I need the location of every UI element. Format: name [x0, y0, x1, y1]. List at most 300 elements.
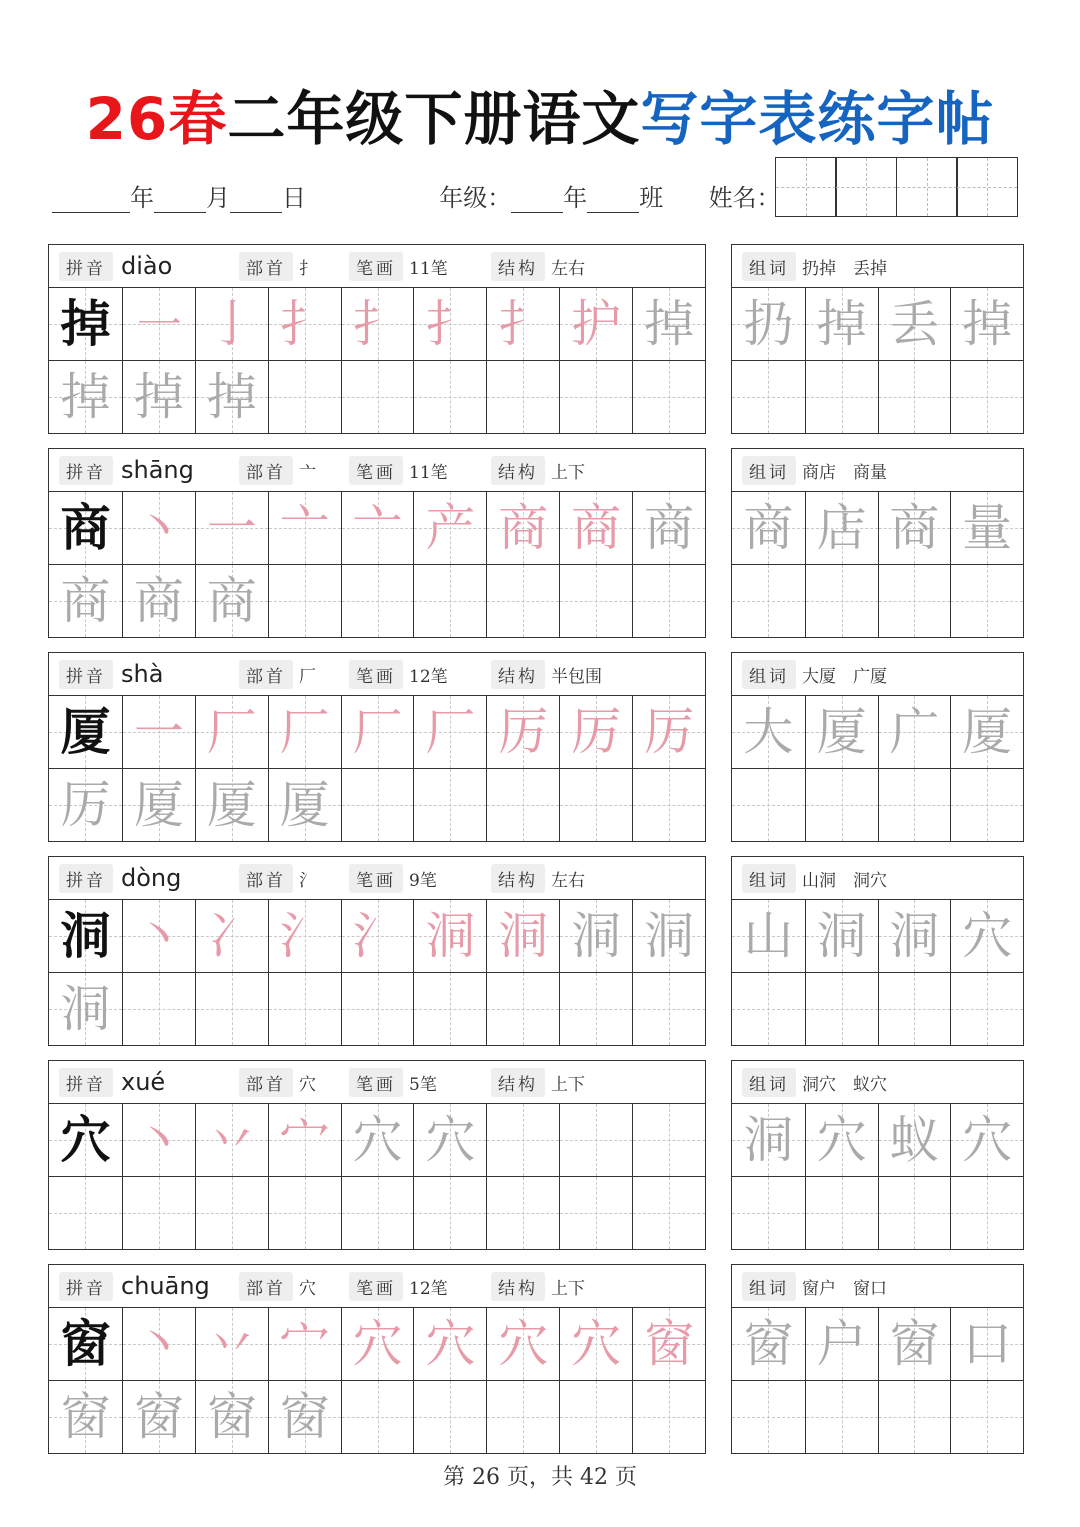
writing-row — [49, 564, 705, 637]
class-label: 班 — [639, 184, 664, 212]
word-cell[interactable] — [950, 565, 1023, 637]
writing-cell[interactable] — [195, 1104, 268, 1176]
word-cell[interactable] — [950, 973, 1023, 1045]
writing-cell[interactable] — [559, 565, 632, 637]
writing-cell[interactable] — [486, 1104, 559, 1176]
writing-cell[interactable] — [486, 696, 559, 768]
writing-cell[interactable] — [49, 769, 122, 841]
word-cell[interactable] — [950, 1177, 1023, 1249]
writing-cell[interactable] — [632, 1104, 705, 1176]
word-cell[interactable] — [732, 1308, 805, 1380]
words-tag: 组词 — [742, 252, 796, 281]
stroke-step-character: 窗 — [133, 1388, 184, 1446]
writing-cell[interactable] — [122, 769, 195, 841]
words-tag: 组词 — [742, 1272, 796, 1301]
word-trace-character: 广 — [889, 703, 940, 761]
stroke-step-character: 商 — [644, 499, 695, 557]
stroke-step-character: 宀 — [279, 1111, 330, 1169]
writing-cell[interactable] — [268, 1177, 341, 1249]
writing-cell[interactable] — [49, 1381, 122, 1453]
stroke-step-character: 厦 — [279, 776, 330, 834]
model-character: 厦 — [60, 702, 111, 761]
word-row — [732, 900, 1023, 972]
writing-cell[interactable] — [559, 1177, 632, 1249]
word-cell[interactable] — [878, 1177, 951, 1249]
words-value: 窗户 窗口 — [802, 1278, 887, 1299]
word-cell[interactable] — [878, 696, 951, 768]
stroke-step-character: 亅 — [206, 295, 257, 353]
writing-cell[interactable] — [341, 492, 414, 564]
writing-cell[interactable] — [341, 769, 414, 841]
word-cell[interactable] — [732, 1177, 805, 1249]
word-cell[interactable] — [732, 492, 805, 564]
structure-value: 上下 — [551, 1278, 585, 1299]
words-value: 商店 商量 — [802, 462, 887, 483]
writing-cell[interactable] — [413, 288, 486, 360]
structure-value: 左右 — [551, 258, 585, 279]
radical-tag: 部首 — [239, 1272, 293, 1301]
word-cell[interactable] — [878, 288, 951, 360]
writing-cell[interactable] — [49, 361, 122, 433]
writing-cell[interactable] — [413, 492, 486, 564]
writing-cell[interactable] — [413, 696, 486, 768]
writing-cell[interactable] — [559, 1104, 632, 1176]
writing-cell[interactable] — [195, 565, 268, 637]
writing-cell[interactable] — [413, 900, 486, 972]
writing-cell[interactable] — [632, 1177, 705, 1249]
stroke-step-character: 掉 — [133, 368, 184, 426]
writing-cell[interactable] — [268, 900, 341, 972]
stroke-step-character: 掉 — [60, 368, 111, 426]
writing-cell[interactable] — [486, 1308, 559, 1380]
word-cell[interactable] — [732, 288, 805, 360]
writing-cell[interactable] — [195, 492, 268, 564]
writing-cell[interactable] — [268, 769, 341, 841]
writing-cell[interactable] — [195, 288, 268, 360]
strokes-value: 12笔 — [409, 1278, 448, 1299]
writing-cell[interactable] — [268, 361, 341, 433]
radical-tag: 部首 — [239, 252, 293, 281]
class-blank[interactable] — [587, 190, 639, 213]
stroke-step-character: 厉 — [571, 703, 622, 761]
word-trace-character: 量 — [962, 499, 1013, 557]
word-trace-character: 洞 — [816, 907, 867, 965]
writing-cell[interactable] — [49, 973, 122, 1045]
writing-cell[interactable] — [559, 769, 632, 841]
word-row — [732, 564, 1023, 637]
writing-cell[interactable] — [341, 288, 414, 360]
writing-cell[interactable] — [632, 1308, 705, 1380]
stroke-step-character: 扌 — [352, 295, 403, 353]
word-cell[interactable] — [950, 1308, 1023, 1380]
title-part-black: 二年级下册语文 — [227, 85, 641, 153]
structure-tag: 结构 — [491, 456, 545, 485]
writing-cell[interactable] — [122, 1177, 195, 1249]
word-trace-character: 洞 — [889, 907, 940, 965]
radical-tag: 部首 — [239, 1068, 293, 1097]
writing-cell[interactable] — [341, 696, 414, 768]
writing-cell[interactable] — [413, 1381, 486, 1453]
structure-value: 上下 — [551, 462, 585, 483]
writing-cell[interactable] — [632, 696, 705, 768]
radical-tag: 部首 — [239, 660, 293, 689]
day-label: 日 — [282, 184, 306, 212]
word-cell[interactable] — [805, 1177, 878, 1249]
word-cell[interactable] — [950, 1104, 1023, 1176]
writing-row — [49, 696, 705, 768]
word-row — [732, 288, 1023, 360]
stroke-step-character: 扌 — [498, 295, 549, 353]
writing-cell[interactable] — [122, 492, 195, 564]
word-cell[interactable] — [950, 696, 1023, 768]
pinyin-value: diào — [121, 252, 173, 280]
writing-cell[interactable] — [122, 1381, 195, 1453]
writing-cell[interactable] — [632, 565, 705, 637]
writing-cell[interactable] — [122, 565, 195, 637]
stroke-step-character: 洞 — [644, 907, 695, 965]
word-cell[interactable] — [878, 492, 951, 564]
writing-cell[interactable] — [195, 361, 268, 433]
name-box[interactable] — [775, 157, 837, 217]
word-cell[interactable] — [805, 361, 878, 433]
writing-cell[interactable] — [632, 288, 705, 360]
writing-cell[interactable] — [195, 769, 268, 841]
writing-cell[interactable] — [195, 1381, 268, 1453]
writing-cell[interactable] — [268, 565, 341, 637]
day-blank[interactable] — [230, 190, 282, 213]
word-cell[interactable] — [878, 1104, 951, 1176]
word-trace-character: 蚁 — [889, 1111, 940, 1169]
writing-cell[interactable] — [195, 1308, 268, 1380]
pinyin-value: xué — [121, 1068, 166, 1096]
writing-cell[interactable] — [632, 1381, 705, 1453]
word-cell[interactable] — [805, 1381, 878, 1453]
radical-tag: 部首 — [239, 456, 293, 485]
strokes-tag: 笔画 — [349, 252, 403, 281]
stroke-step-character: 亠 — [279, 499, 330, 557]
stroke-step-character: 穴 — [425, 1315, 476, 1373]
stroke-step-character: 扌 — [279, 295, 330, 353]
stroke-step-character: 商 — [60, 572, 111, 630]
word-cell[interactable] — [950, 361, 1023, 433]
word-cell[interactable] — [805, 973, 878, 1045]
word-card — [731, 1060, 1024, 1250]
word-cell[interactable] — [950, 288, 1023, 360]
word-cell[interactable] — [732, 900, 805, 972]
writing-cell[interactable] — [632, 492, 705, 564]
structure-value: 上下 — [551, 1074, 585, 1095]
writing-cell[interactable] — [268, 973, 341, 1045]
writing-cell[interactable] — [49, 696, 122, 768]
writing-cell[interactable] — [559, 1308, 632, 1380]
word-cell[interactable] — [878, 769, 951, 841]
word-cell[interactable] — [732, 361, 805, 433]
year-label: 年 — [130, 184, 154, 212]
writing-cell[interactable] — [341, 973, 414, 1045]
stroke-step-character: 丶 — [133, 907, 184, 965]
word-cell[interactable] — [732, 565, 805, 637]
writing-cell[interactable] — [49, 1104, 122, 1176]
word-cell[interactable] — [732, 769, 805, 841]
writing-cell[interactable] — [413, 1308, 486, 1380]
radical-tag: 部首 — [239, 864, 293, 893]
writing-cell[interactable] — [195, 900, 268, 972]
word-cell[interactable] — [950, 1381, 1023, 1453]
pinyin-value: shāng — [121, 456, 194, 484]
stroke-step-character: 穴 — [571, 1315, 622, 1373]
word-cell[interactable] — [805, 288, 878, 360]
word-cell[interactable] — [732, 1104, 805, 1176]
stroke-step-character: 窗 — [206, 1388, 257, 1446]
stroke-step-character: 丷 — [206, 1111, 257, 1169]
word-cell[interactable] — [805, 900, 878, 972]
word-row — [732, 696, 1023, 768]
stroke-step-character: 窗 — [644, 1315, 695, 1373]
character-info-header — [49, 245, 705, 288]
pinyin-tag: 拼音 — [59, 864, 113, 893]
stroke-step-character: 宀 — [279, 1315, 330, 1373]
word-row — [732, 1176, 1023, 1249]
writing-cell[interactable] — [268, 1104, 341, 1176]
writing-cell[interactable] — [122, 1308, 195, 1380]
writing-cell[interactable] — [486, 361, 559, 433]
stroke-step-character: 厦 — [206, 776, 257, 834]
writing-cell[interactable] — [195, 696, 268, 768]
word-trace-character: 大 — [743, 703, 794, 761]
word-cell[interactable] — [878, 565, 951, 637]
writing-cell[interactable] — [559, 973, 632, 1045]
writing-cell[interactable] — [341, 1381, 414, 1453]
stroke-step-character: ㇐ — [133, 295, 184, 353]
writing-cell[interactable] — [122, 361, 195, 433]
writing-cell[interactable] — [486, 900, 559, 972]
pinyin-tag: 拼音 — [59, 1272, 113, 1301]
stroke-step-character: 扌 — [425, 295, 476, 353]
writing-cell[interactable] — [559, 696, 632, 768]
writing-cell[interactable] — [486, 769, 559, 841]
pinyin-value: dòng — [121, 864, 182, 892]
writing-cell[interactable] — [486, 1177, 559, 1249]
writing-cell[interactable] — [559, 900, 632, 972]
writing-cell[interactable] — [559, 492, 632, 564]
word-trace-character: 掉 — [962, 295, 1013, 353]
character-info-header — [49, 1265, 705, 1308]
writing-row — [49, 492, 705, 564]
stroke-step-character: 丷 — [206, 1315, 257, 1373]
writing-cell[interactable] — [413, 769, 486, 841]
structure-tag: 结构 — [491, 252, 545, 281]
stroke-step-character: 洞 — [498, 907, 549, 965]
word-cell[interactable] — [805, 696, 878, 768]
word-cell[interactable] — [878, 900, 951, 972]
word-trace-character: 丢 — [889, 295, 940, 353]
word-cell[interactable] — [805, 769, 878, 841]
stroke-step-character: 厦 — [133, 776, 184, 834]
year-blank[interactable] — [52, 190, 130, 213]
writing-cell[interactable] — [486, 1381, 559, 1453]
word-cell[interactable] — [950, 900, 1023, 972]
writing-cell[interactable] — [413, 1177, 486, 1249]
writing-cell[interactable] — [49, 288, 122, 360]
writing-cell[interactable] — [341, 1177, 414, 1249]
strokes-tag: 笔画 — [349, 1068, 403, 1097]
writing-cell[interactable] — [195, 973, 268, 1045]
stroke-step-character: 穴 — [352, 1111, 403, 1169]
word-cell[interactable] — [950, 492, 1023, 564]
structure-tag: 结构 — [491, 660, 545, 689]
writing-cell[interactable] — [49, 900, 122, 972]
grade-year-label: 年 — [563, 184, 588, 212]
word-trace-character: 穴 — [962, 907, 1013, 965]
writing-cell[interactable] — [341, 565, 414, 637]
stroke-step-character: 丶 — [133, 1315, 184, 1373]
radical-value: 亠 — [299, 462, 316, 483]
radical-value: 扌 — [299, 258, 316, 279]
writing-cell[interactable] — [632, 900, 705, 972]
writing-cell[interactable] — [122, 696, 195, 768]
strokes-tag: 笔画 — [349, 1272, 403, 1301]
word-row — [732, 1104, 1023, 1176]
word-header — [732, 1061, 1023, 1104]
word-cell[interactable] — [732, 696, 805, 768]
name-box[interactable] — [956, 157, 1018, 217]
name-box[interactable] — [835, 157, 897, 217]
writing-cell[interactable] — [632, 361, 705, 433]
writing-cell[interactable] — [122, 973, 195, 1045]
writing-cell[interactable] — [268, 1308, 341, 1380]
word-cell[interactable] — [805, 1308, 878, 1380]
grade-label: 年级： — [439, 184, 512, 212]
word-card — [731, 244, 1024, 434]
writing-cell[interactable] — [49, 1308, 122, 1380]
stroke-step-character: 穴 — [498, 1315, 549, 1373]
word-header — [732, 449, 1023, 492]
month-blank[interactable] — [154, 190, 206, 213]
word-card — [731, 1264, 1024, 1454]
title-part-red: 26春 — [85, 85, 228, 153]
stroke-step-character: 商 — [133, 572, 184, 630]
writing-cell[interactable] — [486, 492, 559, 564]
writing-cell[interactable] — [268, 696, 341, 768]
page-footer: 第 26 页，共 42 页 — [443, 1465, 637, 1490]
model-character: 窗 — [60, 1314, 111, 1373]
stroke-step-character: 厉 — [498, 703, 549, 761]
word-cell[interactable] — [805, 492, 878, 564]
writing-cell[interactable] — [268, 492, 341, 564]
word-cell[interactable] — [732, 973, 805, 1045]
words-value: 山洞 洞穴 — [802, 870, 887, 891]
writing-cell[interactable] — [341, 900, 414, 972]
writing-cell[interactable] — [122, 900, 195, 972]
pinyin-tag: 拼音 — [59, 252, 113, 281]
word-trace-character: 厦 — [962, 703, 1013, 761]
writing-cell[interactable] — [559, 288, 632, 360]
stroke-step-character: 穴 — [352, 1315, 403, 1373]
word-cell[interactable] — [878, 361, 951, 433]
model-character: 商 — [60, 498, 111, 557]
writing-cell[interactable] — [413, 1104, 486, 1176]
writing-cell[interactable] — [341, 1104, 414, 1176]
pinyin-value: chuāng — [121, 1272, 210, 1300]
writing-cell[interactable] — [486, 565, 559, 637]
writing-cell[interactable] — [486, 288, 559, 360]
stroke-step-character: 厂 — [425, 703, 476, 761]
stroke-step-character: 产 — [425, 499, 476, 557]
writing-cell[interactable] — [49, 565, 122, 637]
word-header — [732, 653, 1023, 696]
word-cell[interactable] — [878, 973, 951, 1045]
words-value: 大厦 广厦 — [802, 666, 887, 687]
name-label: 姓名： — [708, 184, 781, 212]
stroke-step-character: 冫 — [206, 907, 257, 965]
radical-value: 穴 — [299, 1278, 316, 1299]
strokes-value: 12笔 — [409, 666, 448, 687]
stroke-step-character: 掉 — [206, 368, 257, 426]
writing-cell[interactable] — [268, 1381, 341, 1453]
writing-cell[interactable] — [49, 1177, 122, 1249]
word-cell[interactable] — [805, 565, 878, 637]
writing-cell[interactable] — [268, 288, 341, 360]
writing-cell[interactable] — [559, 1381, 632, 1453]
word-header — [732, 1265, 1023, 1308]
writing-cell[interactable] — [413, 361, 486, 433]
character-info-header — [49, 857, 705, 900]
word-cell[interactable] — [878, 1381, 951, 1453]
word-trace-character: 扔 — [743, 295, 794, 353]
strokes-tag: 笔画 — [349, 864, 403, 893]
writing-cell[interactable] — [559, 361, 632, 433]
pinyin-tag: 拼音 — [59, 1068, 113, 1097]
word-cell[interactable] — [805, 1104, 878, 1176]
character-card — [48, 856, 706, 1046]
word-cell[interactable] — [950, 769, 1023, 841]
writing-cell[interactable] — [413, 973, 486, 1045]
stroke-step-character: 窗 — [60, 1388, 111, 1446]
character-info-header — [49, 1061, 705, 1104]
model-character: 穴 — [60, 1110, 111, 1169]
stroke-step-character: 掉 — [644, 295, 695, 353]
stroke-step-character: 丶 — [133, 1111, 184, 1169]
writing-cell[interactable] — [122, 1104, 195, 1176]
writing-cell[interactable] — [341, 1308, 414, 1380]
writing-row — [49, 1308, 705, 1380]
word-cell[interactable] — [732, 1381, 805, 1453]
words-tag: 组词 — [742, 1068, 796, 1097]
name-boxes — [776, 157, 1018, 217]
writing-cell[interactable] — [632, 973, 705, 1045]
grade-year-blank[interactable] — [511, 190, 563, 213]
character-card — [48, 1060, 706, 1250]
word-cell[interactable] — [878, 1308, 951, 1380]
character-card — [48, 1264, 706, 1454]
pinyin-tag: 拼音 — [59, 660, 113, 689]
model-character: 洞 — [60, 906, 111, 965]
words-tag: 组词 — [742, 864, 796, 893]
word-row — [732, 972, 1023, 1045]
name-box[interactable] — [896, 157, 958, 217]
writing-cell[interactable] — [122, 288, 195, 360]
writing-cell[interactable] — [195, 1177, 268, 1249]
character-info-header — [49, 449, 705, 492]
writing-cell[interactable] — [632, 769, 705, 841]
writing-cell[interactable] — [486, 973, 559, 1045]
writing-cell[interactable] — [413, 565, 486, 637]
date-grade-row — [52, 178, 781, 213]
word-trace-character: 店 — [816, 499, 867, 557]
structure-value: 左右 — [551, 870, 585, 891]
writing-cell[interactable] — [341, 361, 414, 433]
writing-cell[interactable] — [49, 492, 122, 564]
